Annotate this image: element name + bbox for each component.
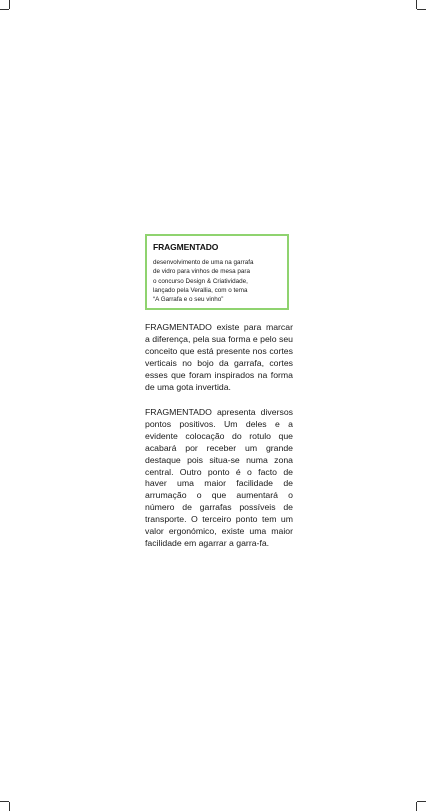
info-line: o concurso Design & Criatividade,	[153, 277, 248, 285]
info-line: desenvolvimento de uma na garrafa	[153, 259, 254, 266]
crop-mark-bottom-right-h	[417, 801, 426, 802]
crop-mark-bottom-left-h	[0, 801, 9, 802]
crop-mark-top-right-h	[417, 9, 426, 10]
body-paragraph-2: FRAGMENTADO apresenta diversos pontos positivos. Um deles e a evidente colocação do rotulo que acabará por receber um grande destaque pois situa-se numa zona central. Outro ponto é o facto de haver uma maior facilidade de arrumação o que aumentará o número de garrafas possíveis de transporte. O terceiro ponto tem um valor ergonómico, existe uma maior facilidade em agarrar a garra-fa.	[145, 407, 293, 548]
crop-mark-bottom-left	[9, 802, 10, 811]
crop-mark-bottom-right	[416, 802, 417, 811]
crop-mark-top-left	[9, 0, 10, 9]
info-description	[153, 258, 287, 304]
info-line: lançado pela Verallia, com o tema	[153, 286, 248, 294]
info-line: “A Garrafa e o seu vinho”	[153, 296, 224, 304]
body-paragraph-1: FRAGMENTADO existe para marcar a diferença, pela sua forma e pelo seu conceito que está presente nos cortes verticais no bojo da garrafa, cortes esses que foram inspirados na forma de uma gota invertida.	[145, 322, 293, 392]
info-line: de vidro para vinhos de mesa para	[153, 268, 250, 276]
info-title: FRAGMENTADO	[153, 242, 219, 252]
crop-mark-top-right	[416, 0, 417, 9]
info-box	[145, 234, 289, 310]
crop-mark-top-left-h	[0, 9, 9, 10]
